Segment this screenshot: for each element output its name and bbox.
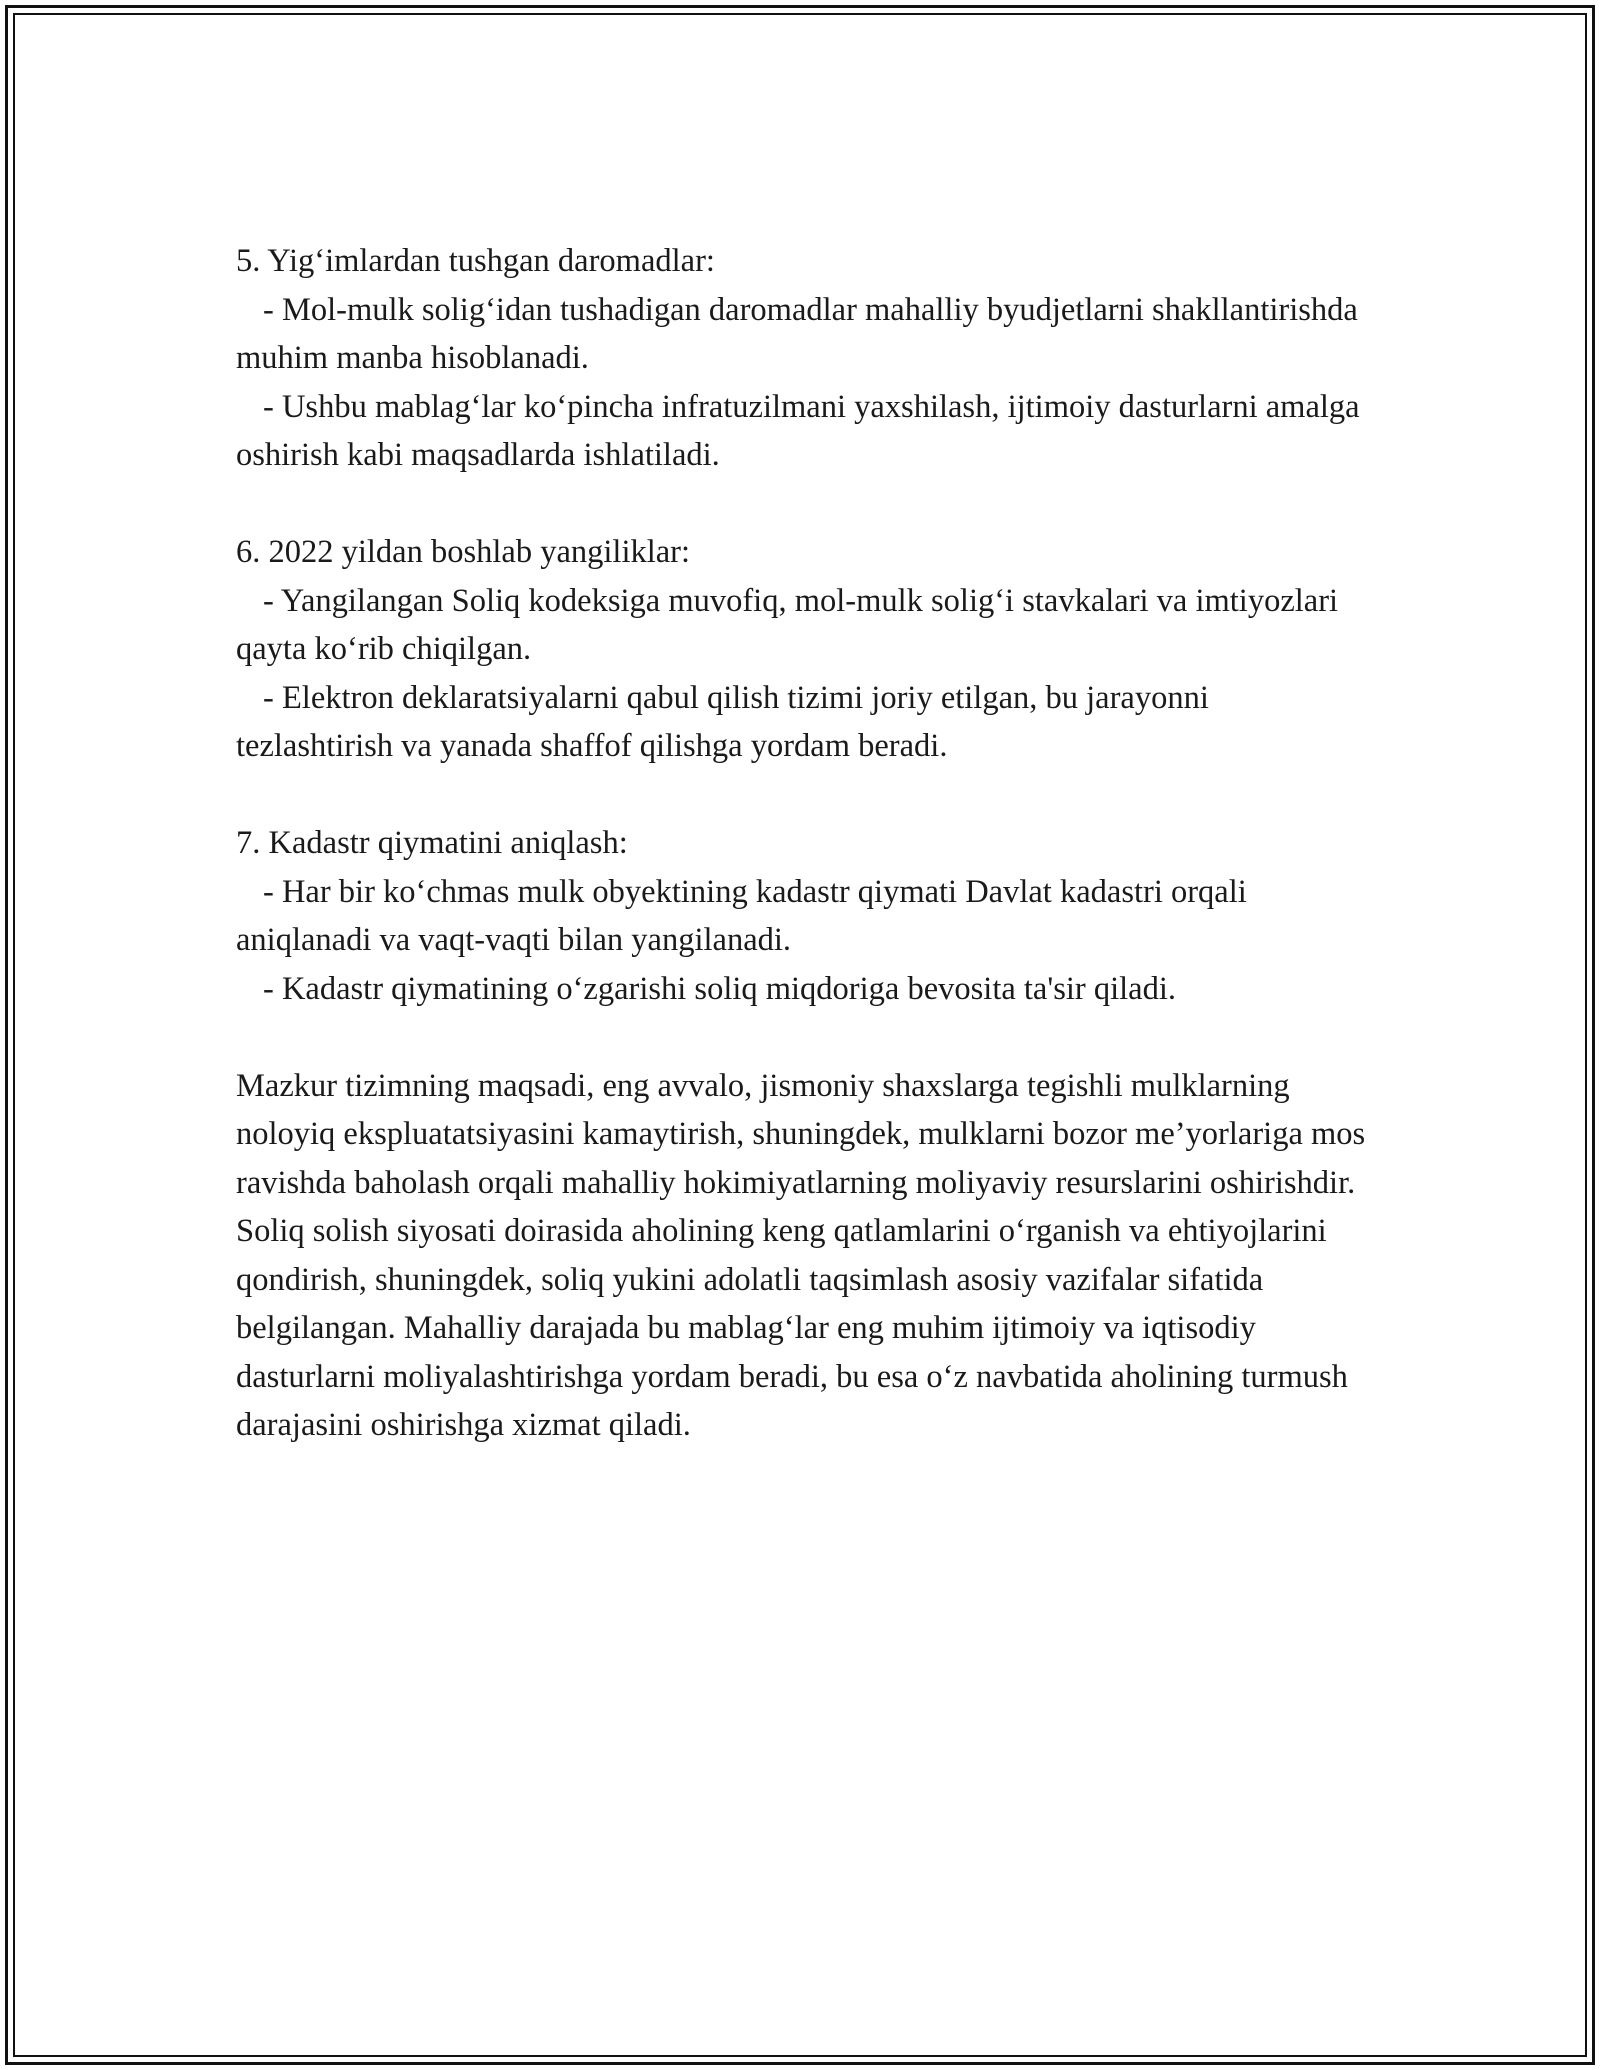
- section-7: [236, 819, 1366, 1013]
- section-5: [236, 237, 1366, 480]
- closing-paragraph: Mazkur tizimning maqsadi, eng avvalo, jismoniy shaxslarga tegishli mulklarning noloyiq ekspluatatsiyasini kamaytirish, shuningdek, mulklarni bozor me’yorlariga mos ravishda baholash orqali mahalliy hokimiyatlarning moliyaviy resurslarini oshirishdir. Soliq solish siyosati doirasida aholining keng qatlamlarini o‘rganish va ehtiyojlarini qondirish, shuningdek, soliq yukini adolatli taqsimlash asosiy vazifalar sifatida belgilangan. Mahalliy darajada bu mablag‘lar eng muhim ijtimoiy va iqtisodiy dasturlarni moliyalashtirishga yordam beradi, bu esa o‘z navbatida aholining turmush darajasini oshirishga xizmat qiladi.: [236, 1067, 1366, 1443]
- bullet-item: - Elektron deklaratsiyalarni qabul qilish tizimi joriy etilgan, bu jarayonni tezlashtirish va yanada shaffof qilishga yordam beradi.: [236, 679, 1209, 764]
- section-6: [236, 528, 1366, 771]
- bullet-item: - Ushbu mablag‘lar ko‘pincha infratuzilmani yaxshilash, ijtimoiy dasturlarni amalga oshirish kabi maqsadlarda ishlatiladi.: [236, 388, 1360, 473]
- section-title: 5. Yig‘imlardan tushgan daromadlar:: [236, 243, 715, 279]
- section-title: 7. Kadastr qiymatini aniqlash:: [236, 825, 628, 861]
- bullet-item: - Kadastr qiymatining o‘zgarishi soliq miqdoriga bevosita ta'sir qiladi.: [263, 970, 1176, 1007]
- bullet-item: - Yangilangan Soliq kodeksiga muvofiq, mol-mulk solig‘i stavkalari va imtiyozlari qayta ko‘rib chiqilgan.: [236, 582, 1339, 667]
- document-body: [236, 237, 1366, 1450]
- section-title: 6. 2022 yildan boshlab yangiliklar:: [236, 534, 691, 570]
- bullet-item: - Har bir ko‘chmas mulk obyektining kadastr qiymati Davlat kadastri orqali aniqlanadi va vaqt-vaqti bilan yangilanadi.: [236, 873, 1247, 958]
- bullet-item: - Mol-mulk solig‘idan tushadigan daromadlar mahalliy byudjetlarni shakllantirishda muhim manba hisoblanadi.: [236, 291, 1358, 376]
